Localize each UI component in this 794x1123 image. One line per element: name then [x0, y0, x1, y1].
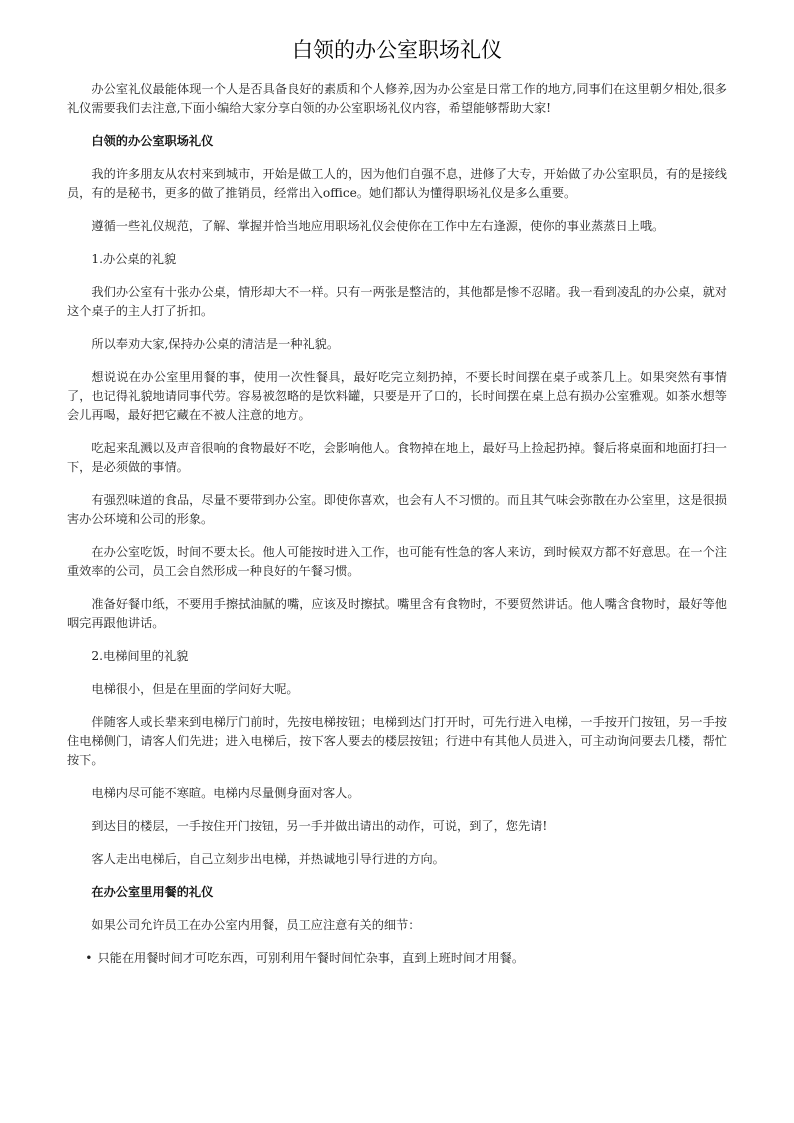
paragraph: 有强烈味道的食品，尽量不要带到办公室。即使你喜欢，也会有人不习惯的。而且其气味会弥散在办公室里，这是很损害办公环境和公司的形象。	[67, 493, 727, 526]
paragraph: 电梯内尽可能不寒暄。电梯内尽量侧身面对客人。	[91, 786, 360, 800]
subsection-title: 1.办公桌的礼貌	[91, 252, 177, 266]
paragraph: 客人走出电梯后，自己立刻步出电梯，并热诚地引导行进的方向。	[91, 852, 445, 866]
document-body	[67, 80, 727, 982]
paragraph: 我的许多朋友从农村来到城市，开始是做工人的，因为他们自强不息，进修了大专，开始做了办公室职员，有的是接线员，有的是秘书，更多的做了推销员，经常出入office。她们都认为懂得职场礼仪是多么重要。	[67, 167, 727, 200]
paragraph: 伴随客人或长辈来到电梯厅门前时，先按电梯按钮；电梯到达门打开时，可先行进入电梯，一手按开门按钮，另一手按住电梯侧门，请客人们先进；进入电梯后，按下客人要去的楼层按钮；行进中有其他人员进入，可主动询问要去几楼，帮忙按下。	[67, 715, 727, 767]
bullet-item	[67, 949, 727, 968]
paragraph: 我们办公室有十张办公桌，情形却大不一样。只有一两张是整洁的，其他都是惨不忍睹。我一看到凌乱的办公桌，就对这个桌子的主人打了折扣。	[67, 285, 727, 318]
section-heading: 白领的办公室职场礼仪	[91, 134, 214, 148]
paragraph: 到达目的楼层，一手按住开门按钮，另一手并做出请出的动作，可说，到了，您先请!	[91, 819, 548, 833]
paragraph: 准备好餐巾纸，不要用手擦拭油腻的嘴，应该及时擦拭。嘴里含有食物时，不要贸然讲话。他人嘴含食物时，最好等他咽完再跟他讲话。	[67, 597, 727, 630]
paragraph: 电梯很小，但是在里面的学问好大呢。	[91, 682, 299, 696]
section-heading: 在办公室里用餐的礼仪	[91, 885, 214, 899]
paragraph: 所以奉劝大家,保持办公桌的清洁是一种礼貌。	[91, 337, 340, 351]
bullet-text: 只能在用餐时间才可吃东西，可别利用午餐时间忙杂事，直到上班时间才用餐。	[97, 951, 525, 965]
page-title: 白领的办公室职场礼仪	[292, 38, 502, 62]
subsection-title: 2.电梯间里的礼貌	[91, 649, 189, 663]
paragraph: 吃起来乱溅以及声音很响的食物最好不吃，会影响他人。食物掉在地上，最好马上捡起扔掉。餐后将桌面和地面打扫一下，是必须做的事情。	[67, 441, 727, 474]
paragraph: 在办公室吃饭，时间不要太长。他人可能按时进入工作，也可能有性急的客人来访，到时候双方都不好意思。在一个注重效率的公司，员工会自然形成一种良好的午餐习惯。	[67, 545, 727, 578]
paragraph: 遵循一些礼仪规范，了解、掌握并恰当地应用职场礼仪会使你在工作中左右逢源，使你的事业蒸蒸日上哦。	[91, 219, 665, 233]
intro-paragraph: 办公室礼仪最能体现一个人是否具备良好的素质和个人修养,因为办公室是日常工作的地方,同事们在这里朝夕相处,很多礼仪需要我们去注意,下面小编给大家分享白领的办公室职场礼仪内容，希望能够帮助大家!	[67, 82, 727, 115]
bullet-icon: •	[85, 951, 93, 965]
paragraph: 如果公司允许员工在办公室内用餐，员工应注意有关的细节：	[91, 918, 421, 932]
paragraph: 想说说在办公室里用餐的事，使用一次性餐具，最好吃完立刻扔掉，不要长时间摆在桌子或茶几上。如果突然有事情了，也记得礼貌地请同事代劳。容易被忽略的是饮料罐，只要是开了口的，长时间摆在桌上总有损办公室雅观。如茶水想等会儿再喝，最好把它藏在不被人注意的地方。	[67, 370, 727, 422]
